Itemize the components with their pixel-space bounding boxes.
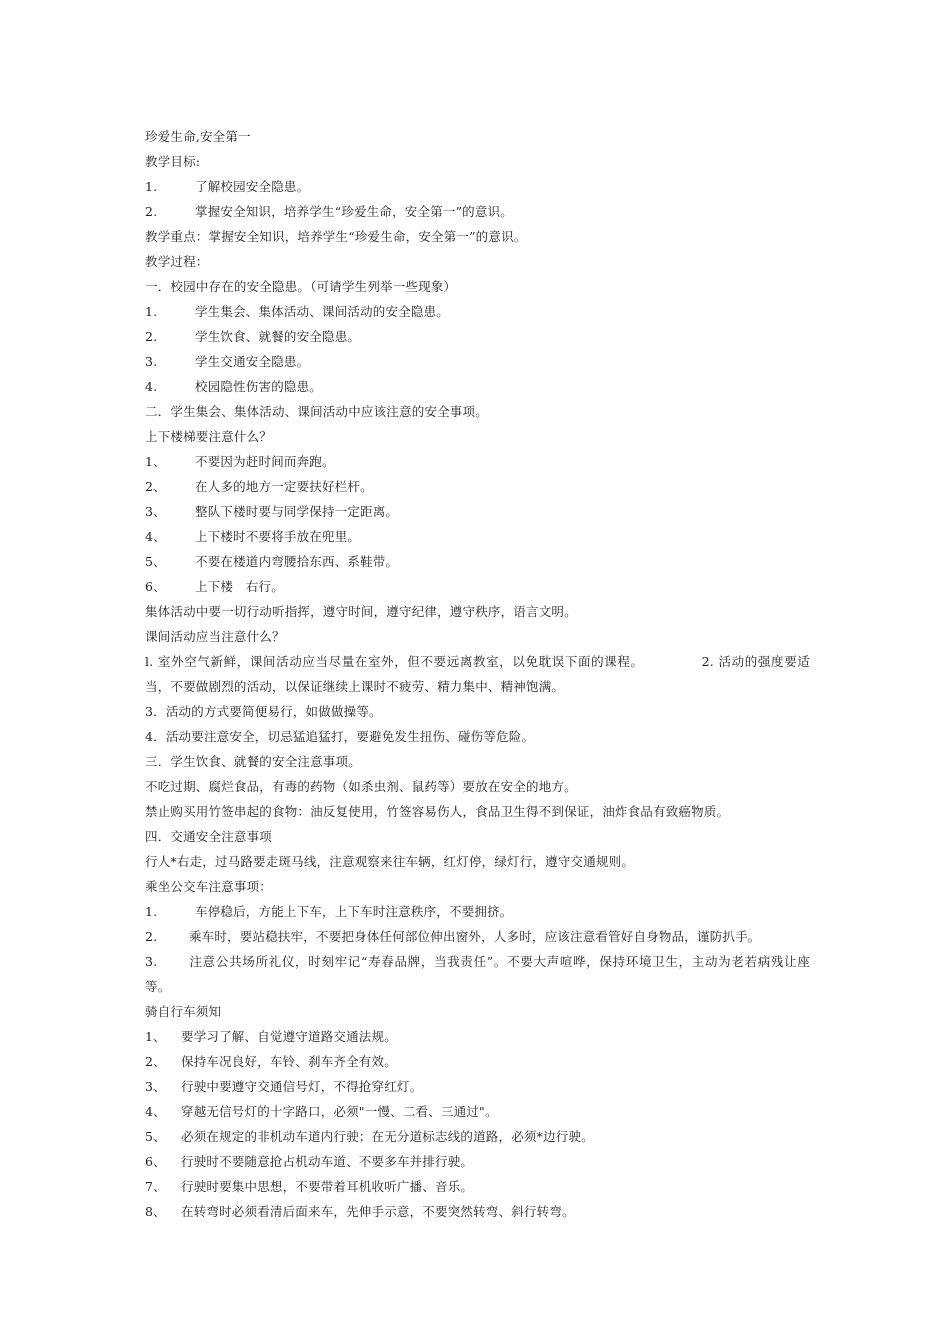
item-number: 4、 <box>145 529 166 544</box>
stairs-heading: 上下楼梯要注意什么？ <box>145 429 273 444</box>
break-heading: 课间活动应当注意什么？ <box>145 629 285 644</box>
break-item-2: 2. 活动的强度要适当，不要做剧烈的活动，以保证继续上课时不疲劳、精力集中、精神饱满。 <box>145 654 810 694</box>
goal-item <box>145 199 810 224</box>
list-item <box>145 324 810 349</box>
item-number: 5、 <box>145 1129 166 1144</box>
pedestrian-paragraph: 行人*右走，过马路要走斑马线，注意观察来往车辆，红灯停，绿灯行，遵守交通规则。 <box>145 854 635 869</box>
item-text: 行驶中要遵守交通信号灯，不得抢穿红灯。 <box>181 1079 423 1094</box>
list-item <box>145 1199 810 1224</box>
list-item <box>145 1124 810 1149</box>
break-item-4: 4．活动要注意安全，切忌猛追猛打，要避免发生扭伤、碰伤等危险。 <box>145 729 535 744</box>
item-text: 必须在规定的非机动车道内行驶；在无分道标志线的道路，必须*边行驶。 <box>181 1129 594 1144</box>
document-body <box>145 124 810 1224</box>
item-number: 1. <box>145 904 158 919</box>
bus-heading: 乘坐公交车注意事项： <box>145 879 273 894</box>
process-heading: 教学过程： <box>145 254 209 269</box>
section-4-heading: 四．交通安全注意事项 <box>145 829 273 844</box>
item-text: 上下楼时不要将手放在兜里。 <box>195 529 361 544</box>
list-item <box>145 1049 810 1074</box>
list-item <box>145 374 810 399</box>
item-text: 在转弯时必须看清后面来车，先伸手示意，不要突然转弯、斜行转弯。 <box>181 1204 575 1219</box>
bike-heading: 骑自行车须知 <box>145 1004 222 1019</box>
list-item <box>145 1024 810 1049</box>
goal-text: 掌握安全知识，培养学生“珍爱生命，安全第一”的意识。 <box>195 204 513 219</box>
list-item <box>145 474 810 499</box>
list-item <box>145 349 810 374</box>
item-text: 乘车时，要站稳扶牢，不要把身体任何部位伸出窗外，人多时，应该注意看管好自身物品，谨防扒手。 <box>189 929 761 944</box>
break-item-3: 3．活动的方式要简便易行，如做做操等。 <box>145 704 382 719</box>
list-item <box>145 1174 810 1199</box>
item-text: 学生集会、集体活动、课间活动的安全隐患。 <box>195 304 450 319</box>
list-item <box>145 1074 810 1099</box>
goal-number: 2. <box>145 204 158 219</box>
item-text: 学生饮食、就餐的安全隐患。 <box>195 329 361 344</box>
item-number: 3. <box>145 354 158 369</box>
item-number: 2. <box>145 929 158 944</box>
item-text: 上下楼 右行。 <box>195 579 284 594</box>
break-item-1: l. 室外空气新鲜，课间活动应当尽量在室外，但不要远离教室，以免耽误下面的课程。 <box>145 654 644 669</box>
list-item <box>145 924 810 949</box>
item-number: 2. <box>145 329 158 344</box>
item-number: 8、 <box>145 1204 166 1219</box>
item-text: 车停稳后，方能上下车，上下车时注意秩序，不要拥挤。 <box>195 904 513 919</box>
item-text: 整队下楼时要与同学保持一定距离。 <box>195 504 399 519</box>
item-number: 1、 <box>145 1029 166 1044</box>
group-activity-note: 集体活动中要一切行动听指挥，遵守时间，遵守纪律，遵守秩序，语言文明。 <box>145 604 577 619</box>
food-paragraph-1: 不吃过期、腐烂食品，有毒的药物（如杀虫剂、鼠药等）要放在安全的地方。 <box>145 779 577 794</box>
item-text: 校园隐性伤害的隐患。 <box>195 379 323 394</box>
food-paragraph-2: 禁止购买用竹签串起的食物：油反复使用，竹签容易伤人，食品卫生得不到保证，油炸食品有致癌物质。 <box>145 804 730 819</box>
item-text: 不要因为赶时间而奔跑。 <box>195 454 335 469</box>
list-item <box>145 299 810 324</box>
goal-text: 了解校园安全隐患。 <box>195 179 310 194</box>
item-text: 要学习了解、自觉遵守道路交通法规。 <box>181 1029 397 1044</box>
item-number: 3、 <box>145 1079 166 1094</box>
list-item <box>145 524 810 549</box>
item-number: 6、 <box>145 1154 166 1169</box>
section-2-heading: 二．学生集会、集体活动、课间活动中应该注意的安全事项。 <box>145 404 488 419</box>
list-item <box>145 1149 810 1174</box>
item-text: 不要在楼道内弯腰拾东西、系鞋带。 <box>195 554 399 569</box>
break-paragraph-1 <box>145 649 810 699</box>
item-text: 在人多的地方一定要扶好栏杆。 <box>195 479 373 494</box>
item-number: 2、 <box>145 1054 166 1069</box>
item-text: 注意公共场所礼仪，时刻牢记“寿春品牌，当我责任”。不要大声喧哗，保持环境卫生，主动为老若病残让座等。 <box>145 954 810 994</box>
item-text: 学生交通安全隐患。 <box>195 354 310 369</box>
item-number: 1、 <box>145 454 166 469</box>
item-number: 5、 <box>145 554 166 569</box>
list-item <box>145 499 810 524</box>
item-text: 行驶时不要随意抢占机动车道、不要多车并排行驶。 <box>181 1154 474 1169</box>
item-number: 1. <box>145 304 158 319</box>
section-1-heading: 一．校园中存在的安全隐患。（可请学生列举一些现象） <box>145 279 457 294</box>
goal-item <box>145 174 810 199</box>
list-item <box>145 1099 810 1124</box>
section-3-heading: 三．学生饮食、就餐的安全注意事项。 <box>145 754 361 769</box>
item-number: 3、 <box>145 504 166 519</box>
list-item <box>145 899 810 924</box>
goal-number: 1. <box>145 179 158 194</box>
list-item <box>145 949 810 999</box>
goals-heading: 教学目标: <box>145 154 201 169</box>
list-item <box>145 574 810 599</box>
item-number: 7、 <box>145 1179 166 1194</box>
list-item <box>145 449 810 474</box>
item-number: 6、 <box>145 579 166 594</box>
item-number: 3. <box>145 954 158 969</box>
item-number: 4、 <box>145 1104 166 1119</box>
teaching-focus: 教学重点：掌握安全知识，培养学生“珍爱生命，安全第一”的意识。 <box>145 229 527 244</box>
item-text: 保持车况良好，车铃、刹车齐全有效。 <box>181 1054 397 1069</box>
list-item <box>145 549 810 574</box>
item-text: 穿越无信号灯的十字路口，必须"一慢、二看、三通过"。 <box>181 1104 498 1119</box>
document-title: 珍爱生命,安全第一 <box>145 129 251 144</box>
item-text: 行驶时要集中思想，不要带着耳机收听广播、音乐。 <box>181 1179 474 1194</box>
item-number: 2、 <box>145 479 166 494</box>
item-number: 4. <box>145 379 158 394</box>
